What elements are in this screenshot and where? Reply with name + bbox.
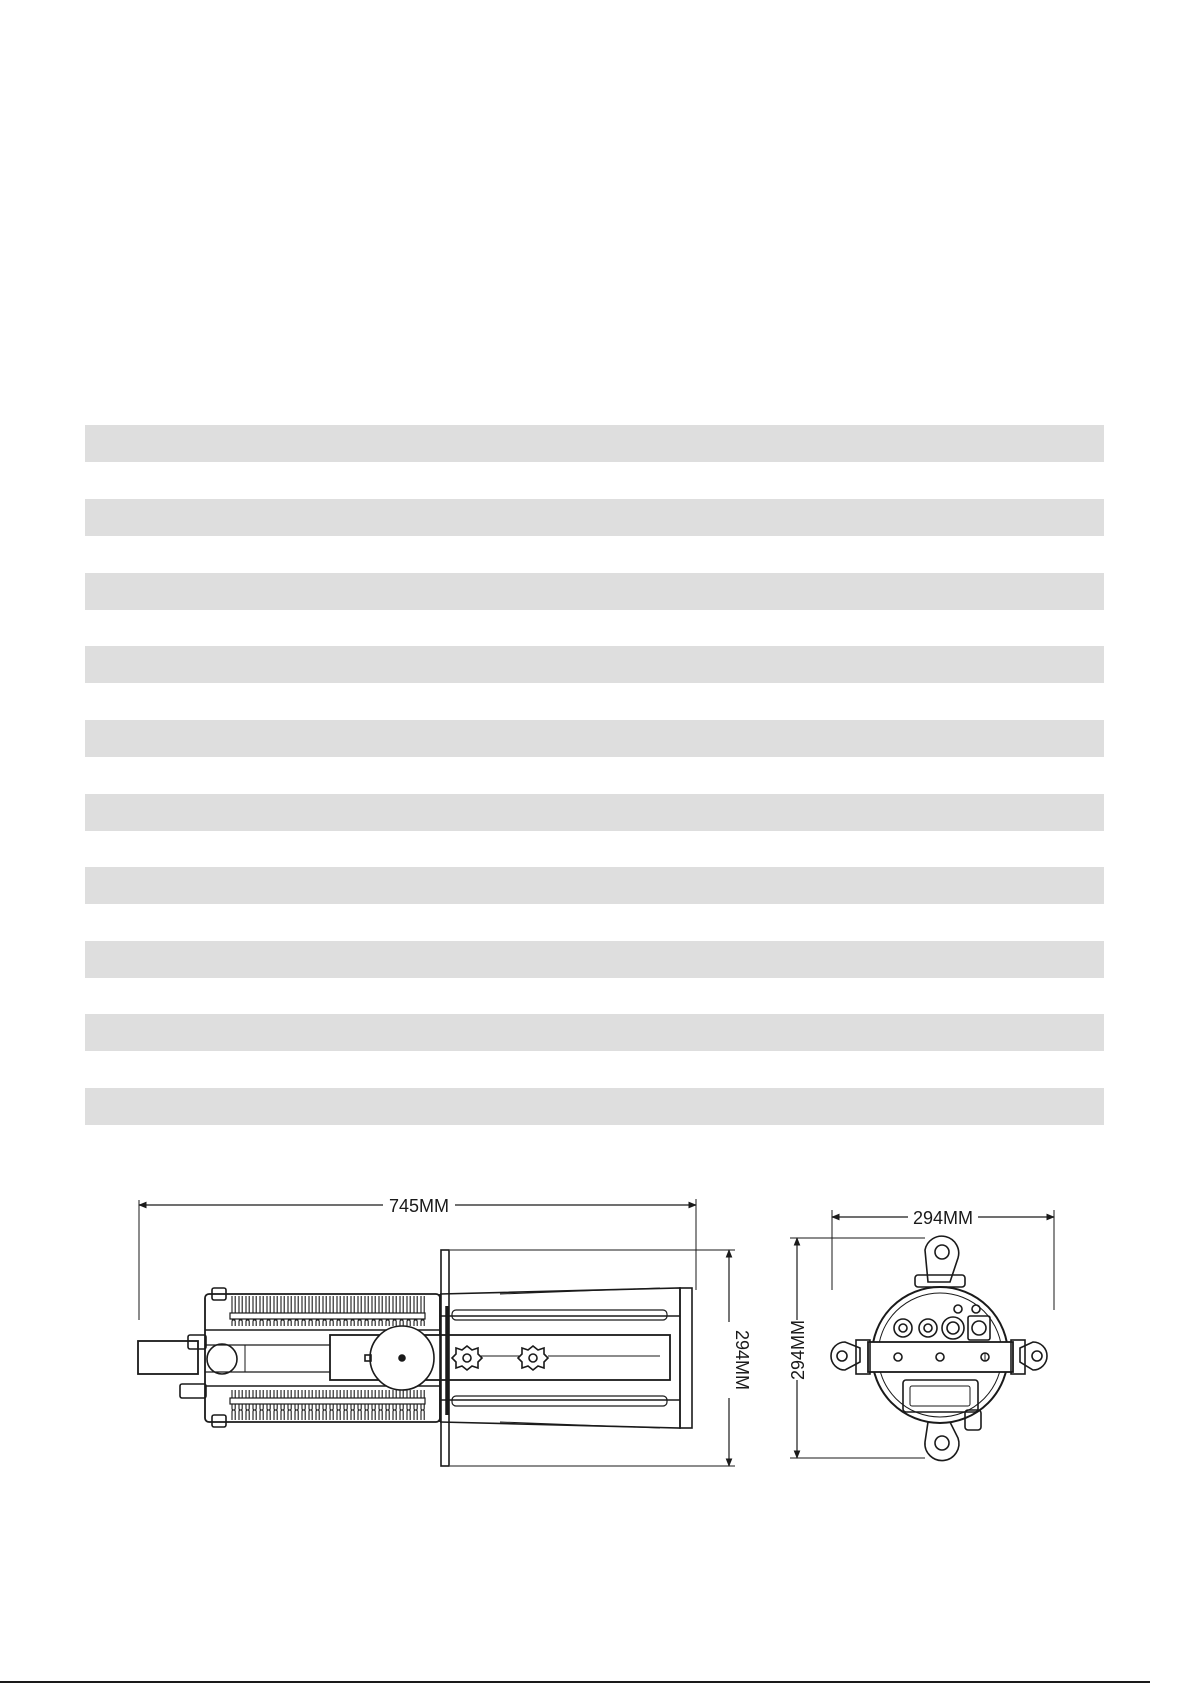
- side-view-length-label: 745MM: [388, 1196, 450, 1216]
- heatsink-fins-bottom: [230, 1390, 425, 1420]
- rear-connector-block: [138, 1341, 198, 1374]
- heatsink-fins-top: [230, 1296, 425, 1326]
- table-stripe-5: [85, 720, 1104, 757]
- front-view-height-label: 294MM: [788, 1319, 808, 1381]
- dimension-drawing: [0, 1170, 1192, 1470]
- table-stripe-10: [85, 1088, 1104, 1125]
- table-stripe-4: [85, 646, 1104, 683]
- table-stripe-3: [85, 573, 1104, 610]
- front-view: [790, 1210, 1054, 1461]
- table-stripe-1: [85, 425, 1104, 462]
- side-view-height-label: 294MM: [732, 1329, 752, 1391]
- side-view: [138, 1199, 735, 1466]
- mounting-bar: [868, 1342, 1013, 1372]
- table-stripe-7: [85, 867, 1104, 904]
- knob-left: [452, 1346, 482, 1370]
- table-stripe-9: [85, 1014, 1104, 1051]
- table-stripe-6: [85, 794, 1104, 831]
- front-view-width-label: 294MM: [912, 1208, 974, 1228]
- right-lug: [1020, 1342, 1047, 1370]
- footer-rule: [0, 1681, 1150, 1683]
- table-stripe-8: [85, 941, 1104, 978]
- knob-right: [518, 1346, 548, 1370]
- table-stripe-2: [85, 499, 1104, 536]
- bottom-lug: [925, 1422, 959, 1461]
